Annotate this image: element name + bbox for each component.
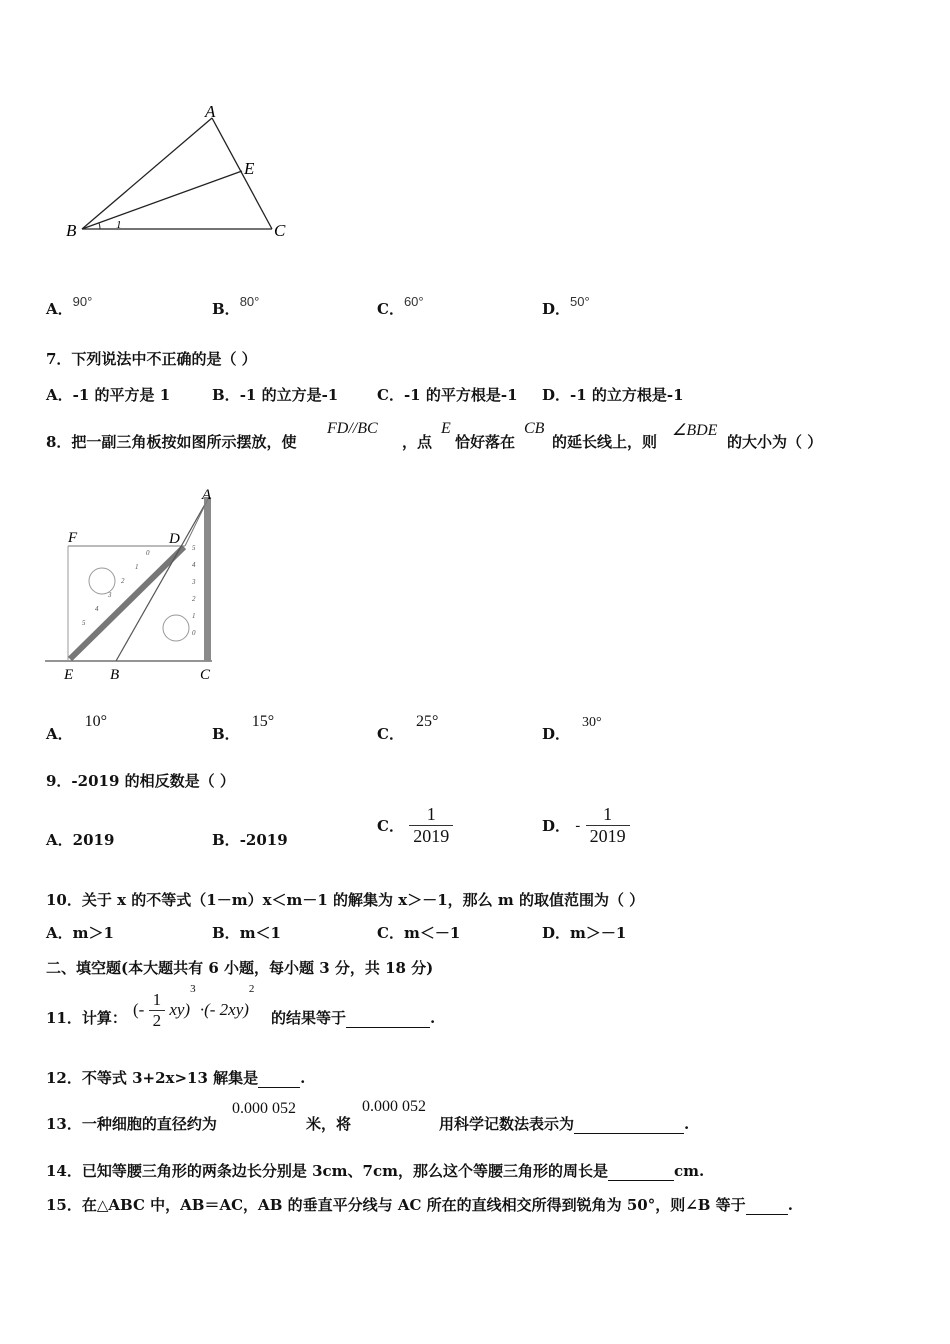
segment-be [82,171,242,229]
angle-arc [99,223,100,229]
ruler-ac [204,497,211,661]
q10-option-b[interactable]: B．m＜1 [212,924,281,942]
q6-option-d[interactable]: D．50° [542,294,590,318]
q8-stem-2: ，点 [402,433,433,451]
q8-math-fd-parallel-bc: FD//BC [327,420,378,437]
q7-option-a[interactable]: A．-1 的平方是 1 [46,386,171,404]
q8-option-c[interactable]: C．25° [377,713,439,743]
ruler-tick-2: 2 [192,595,196,603]
q7-stem: 7．下列说法中不正确的是（ ） [46,350,257,368]
answer-blank[interactable] [258,1073,300,1088]
q13-value-1: 0.000 052 [232,1100,296,1117]
q8-stem-1: 8．把一副三角板按如图所示摆放，使 [46,433,297,451]
label-c: C [274,221,286,240]
q9-option-c[interactable]: C． $\frac{1}{2019}$ [377,804,453,847]
triangle-figure [60,100,300,250]
q15: 15．在△ABC 中，AB＝AC，AB 的垂直平分线与 AC 所在的直线相交所得到锐角为 50°，则∠B 等于 . [46,1196,793,1214]
ruler-tick-3: 3 [192,578,196,586]
q10-stem: 10．关于 x 的不等式（1－m）x＜m－1 的解集为 x＞－1，那么 m 的取值范围为（ ） [46,891,645,909]
label-d: D [169,531,180,547]
q13-value-2: 0.000 052 [362,1098,426,1115]
tick-0: 0 [146,549,150,557]
tick-5: 5 [82,619,86,627]
q9-stem: 9．-2019 的相反数是（ ） [46,772,235,790]
q8-option-d[interactable]: D．30° [542,715,602,743]
q13-prefix: 13．一种细胞的直径约为 [46,1115,217,1133]
q9-option-d[interactable]: D． - $\frac{1}{2019}$ [542,804,630,847]
set-square-figure [40,485,230,685]
label-a: A [202,487,212,503]
tick-4: 4 [95,605,99,613]
q8-stem-4: 的延长线上，则 [552,433,658,451]
fraction-1-2019: $\frac{1}{2019}$ [409,804,453,847]
q8-option-b[interactable]: B．15° [212,713,275,743]
tick-2: 2 [121,577,125,585]
q7-option-d[interactable]: D．-1 的立方根是-1 [542,386,684,404]
q9-option-a[interactable]: A．2019 [46,831,115,849]
label-b: B [110,667,120,683]
ruler-tick-1: 1 [192,612,196,620]
q12: 12．不等式 3+2x>13 解集是 . [46,1069,306,1087]
tick-3: 3 [108,591,112,599]
q8-option-a[interactable]: A．10° [46,713,108,743]
angle-mark-1: 1 [116,219,122,231]
tick-1: 1 [135,563,139,571]
fraction-1-2019: $\frac{1}{2019}$ [586,804,630,847]
answer-blank[interactable] [746,1200,788,1215]
answer-blank[interactable] [346,1013,430,1028]
label-a: A [205,102,216,121]
q6-option-c[interactable]: C．60° [377,294,424,318]
q13-suffix: 用科学记数法表示为 . [439,1115,690,1133]
label-c: C [200,667,211,683]
circle-hole-2 [163,615,189,641]
label-f: F [68,530,78,546]
q10-option-a[interactable]: A．m＞1 [46,924,114,942]
q9-option-b[interactable]: B．-2019 [212,831,288,849]
q6-option-b[interactable]: B．80° [212,294,260,318]
side-ac [212,118,272,229]
answer-blank[interactable] [608,1166,674,1181]
q10-option-c[interactable]: C．m＜－1 [377,924,461,942]
q6-option-a[interactable]: A．90° [46,294,93,318]
ruler-tick-0: 0 [192,629,196,637]
ruler-tick-4: 4 [192,561,196,569]
q14: 14．已知等腰三角形的两条边长分别是 3cm、7cm，那么这个等腰三角形的周长是 cm. [46,1162,705,1180]
q8-math-cb: CB [524,420,545,437]
q8-stem-3: 恰好落在 [455,433,516,451]
label-e: E [244,159,255,178]
q11-prefix: 11．计算： [46,1009,127,1027]
label-e: E [64,667,74,683]
q8-math-angle-bde: ∠BDE [672,422,718,439]
label-b: B [66,221,77,240]
q10-option-d[interactable]: D．m＞－1 [542,924,627,942]
answer-blank[interactable] [574,1119,684,1134]
section-heading: 二、填空题(本大题共有 6 小题，每小题 3 分，共 18 分) [46,959,434,977]
q8-stem-5: 的大小为（ ） [727,433,823,451]
q11-expression: (- $\frac{1}{2}$ xy)$^3$ ·(- 2xy)$^2$ [133,983,255,1030]
ruler-tick-5: 5 [192,544,196,552]
q8-math-e: E [441,420,451,437]
q7-option-b[interactable]: B．-1 的立方是-1 [212,386,339,404]
q13-mid: 米，将 [306,1115,352,1133]
q7-option-c[interactable]: C．-1 的平方根是-1 [377,386,518,404]
q11-suffix: 的结果等于 . [271,1009,436,1027]
side-ab [82,118,212,229]
